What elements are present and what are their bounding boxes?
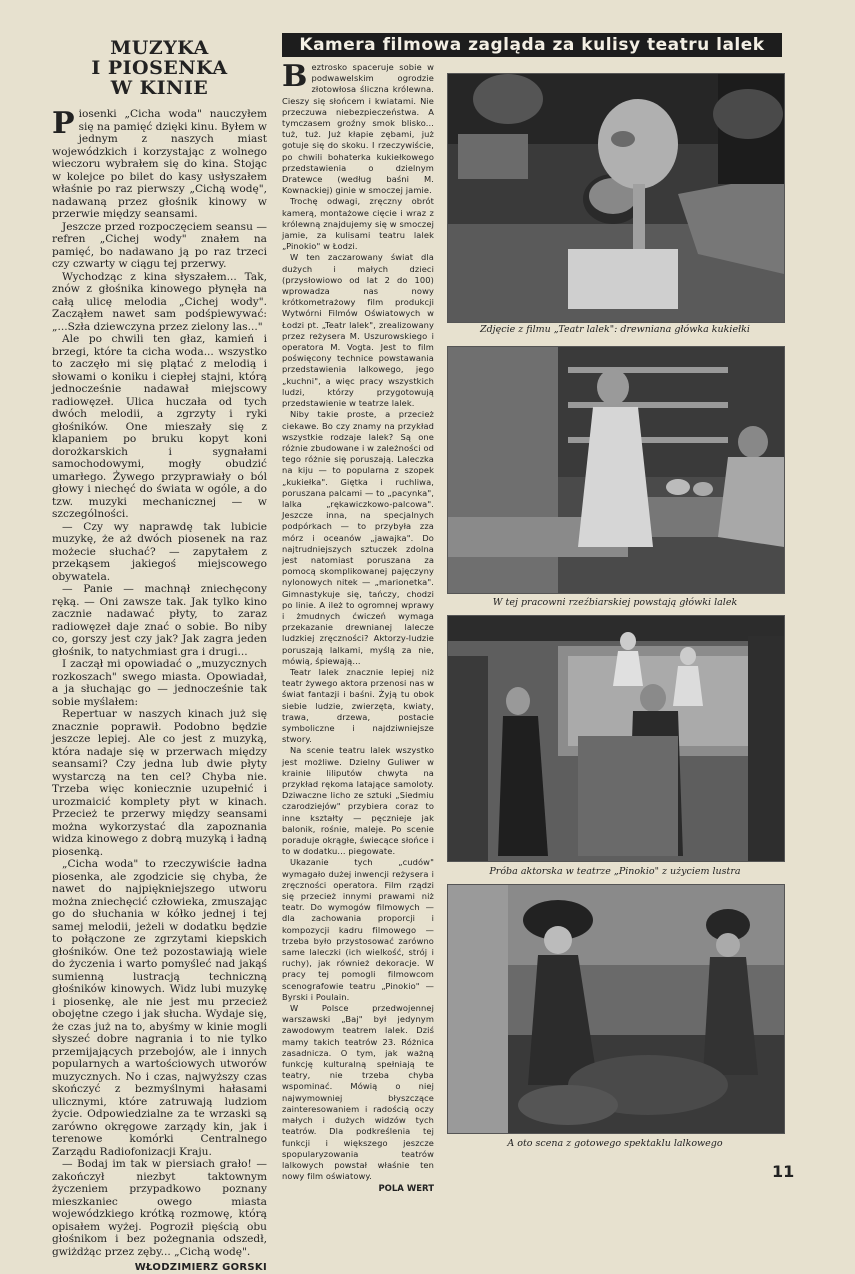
drop-cap: B	[282, 59, 308, 94]
photo-caption: A oto scena z gotowego spektaklu lalkowego	[507, 1138, 723, 1149]
article-paragraph: Niby takie proste, a przecież ciekawe. Bo czy znamy na przykład wszystkie rodzaje lalek? Są one różnie zbudowane i w zależności od tego różnie się poruszają. Laleczka na kiju — to popularna z szopek „kukiełka". Giętka i ruchliwa, poruszana palcami — to „pacynka", lalka „rękawiczkowo-palcowa". Jeszcze inna, na specjalnych podpórkach — to przybyła zza mórz i oceanów „jawajka". Do najtrudniejszych sztuczek zdolna jest natomiast poruszana za pomocą skomplikowanej pajęczyny nylonowych nitek — „marionetka". Gimnastykuje się, tańczy, chodzi po linie. A ileż to ogromnej wprawy i żmudnych ćwiczeń wymaga przekazanie drewnianej lalecze ludzkiej zręczności? Aktorzy-ludzie poruszają lalkami, myślą za nie, mówią, śpiewają...	[282, 409, 434, 666]
article-paragraph: Ale po chwili ten głaz, kamień i brzegi, które ta cicha woda... wszystko to zaczęło mi się plątać z melodią i słowami o koniku i ciepłej stajni, którą jednocześnie nadawał miejscowy radiowęzeł. Ulica huczała od tych dwóch melodii, a zgrzyty i ryki głośników. One mieszały się z klapaniem po bruku kopyt koni dorożkarskich i sygnałami samochodowymi, mogły obudzić umarłego. Żywego przyprawiały o ból głowy i niechęć do świata w ogóle, a do tzw. muzyki mechanicznej — w szczególności.	[52, 333, 267, 520]
photo-image	[448, 885, 784, 1133]
article-title: MUZYKA I PIOSENKA W KINIE	[91, 37, 228, 99]
photo-rehearsal	[447, 615, 785, 862]
article-paragraph: Jeszcze przed rozpoczęciem seansu — refren „Cichej wody" znałem na pamięć, bo nadawano ją po raz trzeci czy czwarty w ciągu tej przerwy.	[52, 220, 267, 270]
photo-caption: Zdjęcie z filmu „Teatr lalek": drewniana główka kukiełki	[480, 324, 750, 335]
article-paragraph: — Czy wy naprawdę tak lubicie muzykę, że aż dwóch piosenek na raz możecie słuchać? — zapytałem z przekąsem jakiegoś miejscowego obywatela.	[52, 520, 267, 583]
drop-cap: P	[52, 106, 75, 141]
article-paragraph: Teatr lalek znacznie lepiej niż teatr żywego aktora przenosi nas w świat fantazji i baśni. Żyją tu obok siebie ludzie, zwierzęta, kwiaty, trawa, drzewa, postacie symboliczne i najdziwniejsze stwory.	[282, 666, 434, 745]
article-banner: Kamera filmowa zagląda za kulisy teatru lalek	[282, 33, 782, 57]
photo-caption: W tej pracowni rzeźbiarskiej powstają główki lalek	[492, 597, 738, 608]
photo-puppet-head	[447, 73, 785, 323]
article-paragraph: Na scenie teatru lalek wszystko jest możliwe. Dzielny Guliwer w krainie liliputów chwyta na przykład rękoma latające samoloty. Dziwaczne licho ze sztuki „Siedmiu czarodziejów" przybiera coraz to inne kształty — pęcznieje jak balonik, rośnie, maleje. Po scenie poraduje okrągłe, świecące słońce i to w dodatku... piegowate.	[282, 745, 434, 857]
article-paragraph: Ukazanie tych „cudów" wymagało dużej inwencji reżysera i zręczności operatora. Film rządzi się przecież innymi prawami niż teatr. Do wymogów filmowych — dla zachowania proporcji i kompozycji kadru filmowego — trzeba było przystosować zarówno same laleczki (ich wielkość, strój i ruchy), jak również dekoracje. W pracy tej pomogli filmowcom scenografowie teatru „Pinokio" — Byrski i Poulain.	[282, 857, 434, 1002]
article-paragraph: W ten zaczarowany świat dla dużych i małych dzieci (przysłowiowo od lat 2 do 100) wprowadza nas nowy krótkometrażowy film produkcji Wytwórni Filmów Oświatowych w Łodzi pt. „Teatr lalek", zrealizowany przez reżysera M. Uszurowskiego i operatora M. Vogta. Jest to film poświęcony technice powstawania przedstawienia lalkowego, jego „kuchni", a więc pracy wszystkich ludzi, którzy przygotowują przedstawienie w teatrze lalek.	[282, 252, 434, 409]
photo-puppet-scene	[447, 884, 785, 1134]
article-paragraph: „Cicha woda" to rzeczywiście ładna piosenka, ale zgodzicie się chyba, że nawet do najpiękniejszego utworu można zniechęcić człowieka, zmuszając go do słuchania w kółko jednej i tej samej melodii, jeżeli w dodatku będzie to połączone ze zgrzytami kiepskich głośników. One też pozostawiają wiele do życzenia i warto pomyśleć nad jakąś sumienną lustracją techniczną głośników kinowych. Widz lubi muzykę i piosenkę, ale nie jest mu przecież obojętne czego i jak słucha. Wydaje się, że czas już na to, abyśmy w kinie mogli słyszeć dobre nagrania i to nie tylko przemijających przebojów, ale i innych popularnych a wartościowych utworów muzycznych. No i czas, najwyższy czas skończyć z bezmyślnymi hałasami ulicznymi, które zatruwają ludziom życie. Odpowiedzialne za te wrzaski są zarówno okręgowe zarządy kin, jak i terenowe komórki Centralnego Zarządu Radiofonizacji Kraju.	[52, 858, 267, 1158]
article-paragraph: Beztrosko spaceruje sobie w podwawelskim ogrodzie złotowłosa śliczna królewna. Cieszy się słońcem i kwiatami. Nie przeczuwa niebezpieczeństwa. A tymczasem groźny smok blisko... tuż, tuż. Już kłapie zębami, już gotuje się do skoku. I rzeczywiście, po chwili bohaterka kukiełkowego przedstawienia o dzielnym Dratewce (według baśni M. Kownackiej) ginie w smoczej jamie.	[282, 59, 434, 196]
article-paragraph: Piosenki „Cicha woda" nauczyłem się na pamięć dzięki kinu. Byłem w jednym z naszych miast wojewódzkich i korzystając z wolnego wieczoru wybrałem się do kina. Stojąc w kolejce po bilet do kasy usłyszałem właśnie po raz pierwszy „Cichą wodę", nadawaną przez głośnik kinowy w przerwie między seansami.	[52, 106, 267, 220]
photo-image	[448, 347, 784, 593]
article-paragraph: Wychodząc z kina słyszałem... Tak, znów z głośnika kinowego płynęła na całą ulicę melodia „Cichej wody". Zacząłem nawet sam podśpiewywać: „...Szła dziewczyna przez zielony las..."	[52, 270, 267, 333]
article-paragraph: I zaczął mi opowiadać o „muzycznych rozkoszach" swego miasta. Opowiadał, a ja słuchając go — jednocześnie tak sobie myślałem:	[52, 658, 267, 708]
photo-workshop	[447, 346, 785, 594]
article-paragraph: Trochę odwagi, zręczny obrót kamerą, montażowe cięcie i wraz z królewną znajdujemy się w smoczej jamie, za kulisami teatru lalek „Pinokio" w Łodzi.	[282, 196, 434, 252]
photo-image	[448, 74, 784, 322]
article-paragraph: — Panie — machnął zniechęcony ręką. — Oni zawsze tak. Jak tylko kino zacznie nadawać płyty, to zaraz radiowęzeł daje znać o sobie. Bo niby co, gorszy jest czy jak? Jak zagra jeden głośnik, to natychmiast gra i drugi...	[52, 583, 267, 658]
left-article	[52, 38, 267, 1274]
article-paragraph: Repertuar w naszych kinach już się znacznie poprawił. Podobno będzie jeszcze lepiej. Ale co jest z muzyką, która nadaje się w przerwach między seansami? Czy jedna lub dwie płyty wystarczą na ten cel? Chyba nie. Trzeba więc koniecznie uzupełnić i urozmaicić komplety płyt w kinach. Przecież te przerwy między seansami można wykorzystać dla zapoznania widza kinowego z dobrą muzyką i ładną piosenką.	[52, 708, 267, 858]
right-article-text	[282, 59, 434, 1195]
author-signature: WŁODZIMIERZ GORSKI	[134, 1262, 267, 1273]
page-number: 11	[772, 1162, 795, 1181]
article-paragraph: — Bodaj im tak w piersiach grało! — zakończył niezbyt taktownym życzeniem przypadkowo poznany mieszkaniec owego miasta wojewódzkiego krótką rozmowę, którą opisałem wyżej. Pogroził pięścią obu głośnikom i bez pożegnania odszedł, gwiżdżąc przez zęby... „Cichą wodę".	[52, 1158, 267, 1258]
photo-image	[448, 616, 784, 861]
photo-caption: Próba aktorska w teatrze „Pinokio" z użyciem lustra	[489, 866, 741, 877]
article-paragraph: W Polsce przedwojennej warszawski „Baj" był jedynym zawodowym teatrem lalek. Dziś mamy takich teatrów 23. Różnica zasadnicza. O tym, jak ważną funkcję kulturalną spełniają te teatry, nie trzeba chyba wspominać. Mówią o niej najwymowniej błyszczące zainteresowaniem i radością oczy małych i dużych widzów tych teatrów. Dla podkreślenia tej funkcji i większego jeszcze spopularyzowania teatrów lalkowych powstał właśnie ten nowy film oświatowy.	[282, 1003, 434, 1182]
author-signature: POLA WERT	[378, 1184, 434, 1195]
